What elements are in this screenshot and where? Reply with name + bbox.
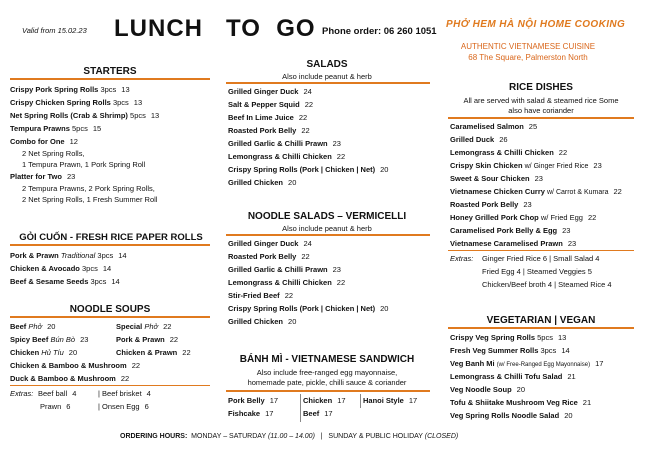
rice-item: Roasted Pork Belly 23 xyxy=(450,200,532,209)
banhmi-divider xyxy=(360,394,361,408)
salad-item: Lemongrass & Chilli Chicken 22 xyxy=(228,152,346,161)
salads-note: Also include peanut & herb xyxy=(282,72,372,81)
rice-item: Vietnamese Caramelised Prawn 23 xyxy=(450,239,577,248)
noodle-salad-item: Lemongrass & Chilli Chicken 22 xyxy=(228,278,346,287)
starter-item: Crispy Chicken Spring Rolls 3pcs 13 xyxy=(10,98,143,107)
salad-item: Grilled Ginger Duck 24 xyxy=(228,87,312,96)
soup-item: Beef Phở 20 xyxy=(10,322,56,331)
soup-item: Spicy Beef Bún Bò 23 xyxy=(10,335,89,344)
brand-address: 68 The Square, Palmerston North xyxy=(468,53,588,62)
banhmi-item: Beef 17 xyxy=(303,409,333,418)
banhmi-title: BÁNH MÌ - VIETNAMESE SANDWICH xyxy=(239,354,415,365)
brand-tagline: AUTHENTIC VIETNAMESE CUISINE xyxy=(460,42,596,51)
rice-item: Caramelised Pork Belly & Egg 23 xyxy=(450,226,571,235)
banhmi-divider xyxy=(300,394,301,422)
rice-item: Crispy Skin Chicken w/ Ginger Fried Rice 23 xyxy=(450,161,602,170)
banhmi-note: Also include free-ranged egg mayonnaise, xyxy=(256,368,398,377)
salads-rule xyxy=(226,82,430,84)
goi-item: Pork & Prawn Traditional 3pcs 14 xyxy=(10,251,127,260)
soup-item: Pork & Prawn 22 xyxy=(116,335,179,344)
rice-item: Caramelised Salmon 25 xyxy=(450,122,538,131)
salads-title: SALADS xyxy=(306,59,348,70)
salad-item: Salt & Pepper Squid 22 xyxy=(228,100,314,109)
vegan-item: Veg Banh Mi (w/ Free-Ranged Egg Mayonnaise) 17 xyxy=(450,359,604,368)
brand-logo: PHỞ HEM HÀ NỘI HOME COOKING xyxy=(446,19,626,30)
noodle-salad-item: Grilled Garlic & Chilli Prawn 23 xyxy=(228,265,341,274)
soup-extra: Prawn 6 xyxy=(40,402,71,411)
valid-date: Valid from 15.02.23 xyxy=(22,26,87,35)
rice-item: Grilled Duck 26 xyxy=(450,135,508,144)
rice-item: Honey Grilled Pork Chop w/ Fried Egg 22 xyxy=(450,213,597,222)
goi-title: GỎI CUỐN - FRESH RICE PAPER ROLLS xyxy=(19,232,203,243)
starter-item: Tempura Prawns 5pcs 15 xyxy=(10,124,102,133)
rice-extras-line: Fried Egg 4 | Steamed Veggies 5 xyxy=(482,267,592,276)
combo-line: 2 Net Spring Rolls, xyxy=(22,149,85,158)
noodle-salads-rule xyxy=(226,234,430,236)
soup-extras-label: Extras: xyxy=(10,389,34,398)
salad-item: Beef In Lime Juice 22 xyxy=(228,113,308,122)
banhmi-rule xyxy=(226,390,430,392)
rice-extras-rule xyxy=(448,250,634,251)
noodle-salad-item: Roasted Pork Belly 22 xyxy=(228,252,310,261)
rice-rule xyxy=(448,117,634,119)
noodle-salads-title: NOODLE SALADS – VERMICELLI xyxy=(247,211,407,222)
rice-note: also have coriander xyxy=(508,106,574,115)
salad-item: Grilled Garlic & Chilli Prawn 23 xyxy=(228,139,341,148)
soup-extra: | Beef brisket 4 xyxy=(98,389,151,398)
rice-note: All are served with salad & steamed rice Some xyxy=(463,96,619,105)
soup-item: Chicken Hủ Tíu 20 xyxy=(10,348,78,357)
combo-line: 1 Tempura Prawn, 1 Pork Spring Roll xyxy=(22,160,146,169)
salad-item: Roasted Pork Belly 22 xyxy=(228,126,310,135)
noodle-salads-note: Also include peanut & herb xyxy=(282,224,372,233)
goi-item: Chicken & Avocado 3pcs 14 xyxy=(10,264,112,273)
ordering-hours: ORDERING HOURS: MONDAY – SATURDAY (11.00 – 14.00) | SUNDAY & PUBLIC HOLIDAY (CLOSED) xyxy=(120,433,459,440)
platter-line: 2 Tempura Prawns, 2 Pork Spring Rolls, xyxy=(22,184,155,193)
soup-extra: | Onsen Egg 6 xyxy=(98,402,149,411)
soup-item: Chicken & Bamboo & Mushroom 22 xyxy=(10,361,141,370)
noodle-salad-item: Grilled Ginger Duck 24 xyxy=(228,239,312,248)
soup-item: Chicken & Prawn 22 xyxy=(116,348,191,357)
vegan-item: Lemongrass & Chilli Tofu Salad 21 xyxy=(450,372,576,381)
platter-line: 2 Net Spring Rolls, 1 Fresh Summer Roll xyxy=(22,195,158,204)
starter-item: Crispy Pork Spring Rolls 3pcs 13 xyxy=(10,85,130,94)
starters-rule xyxy=(10,78,210,80)
banhmi-item: Pork Belly 17 xyxy=(228,396,279,405)
starter-platter: Platter for Two 23 xyxy=(10,172,76,181)
salad-item: Grilled Chicken 20 xyxy=(228,178,297,187)
vegan-item: Veg Noodle Soup 20 xyxy=(450,385,526,394)
salad-item: Crispy Spring Rolls (Pork | Chicken | Net) 20 xyxy=(228,165,389,174)
rice-item: Sweet & Sour Chicken 23 xyxy=(450,174,543,183)
rice-item: Vietnamese Chicken Curry w/ Carrot & Kumara 22 xyxy=(450,187,622,196)
vegan-item: Crispy Veg Spring Rolls 5pcs 13 xyxy=(450,333,567,342)
rice-extras-line: Chicken/Beef broth 4 | Steamed Rice 4 xyxy=(482,280,612,289)
soup-item: Duck & Bamboo & Mushroom 22 xyxy=(10,374,130,383)
banhmi-note: homemade pate, pickle, chilli sauce & coriander xyxy=(247,378,407,387)
noodle-salad-item: Stir-Fried Beef 22 xyxy=(228,291,294,300)
starters-title: STARTERS xyxy=(83,66,137,77)
vegan-title: VEGETARIAN | VEGAN xyxy=(486,315,596,326)
banhmi-item: Fishcake 17 xyxy=(228,409,274,418)
banhmi-item: Hanoi Style 17 xyxy=(363,396,418,405)
soups-title: NOODLE SOUPS xyxy=(69,304,151,315)
phone-order: Phone order: 06 260 1051 xyxy=(322,26,437,37)
page-title: LUNCH TO GO xyxy=(114,15,316,42)
goi-item: Beef & Sesame Seeds 3pcs 14 xyxy=(10,277,120,286)
noodle-salad-item: Crispy Spring Rolls (Pork | Chicken | Net) 20 xyxy=(228,304,389,313)
noodle-salad-item: Grilled Chicken 20 xyxy=(228,317,297,326)
vegan-item: Veg Spring Rolls Noodle Salad 20 xyxy=(450,411,573,420)
vegan-item: Tofu & Shiitake Mushroom Veg Rice 21 xyxy=(450,398,592,407)
vegan-item: Fresh Veg Summer Rolls 3pcs 14 xyxy=(450,346,570,355)
banhmi-item: Chicken 17 xyxy=(303,396,346,405)
rice-title: RICE DISHES xyxy=(509,82,573,93)
starter-combo: Combo for One 12 xyxy=(10,137,78,146)
soup-extras-rule xyxy=(10,385,210,386)
goi-rule xyxy=(10,244,210,246)
rice-extras-label: Extras: xyxy=(450,254,474,263)
soup-item: Special Phở 22 xyxy=(116,322,172,331)
rice-item: Lemongrass & Chilli Chicken 22 xyxy=(450,148,568,157)
soup-extra: Beef ball 4 xyxy=(38,389,77,398)
soups-rule xyxy=(10,316,210,318)
starter-item: Net Spring Rolls (Crab & Shrimp) 5pcs 13 xyxy=(10,111,160,120)
rice-extras-line: Ginger Fried Rice 6 | Small Salad 4 xyxy=(482,254,600,263)
vegan-rule xyxy=(448,327,634,329)
